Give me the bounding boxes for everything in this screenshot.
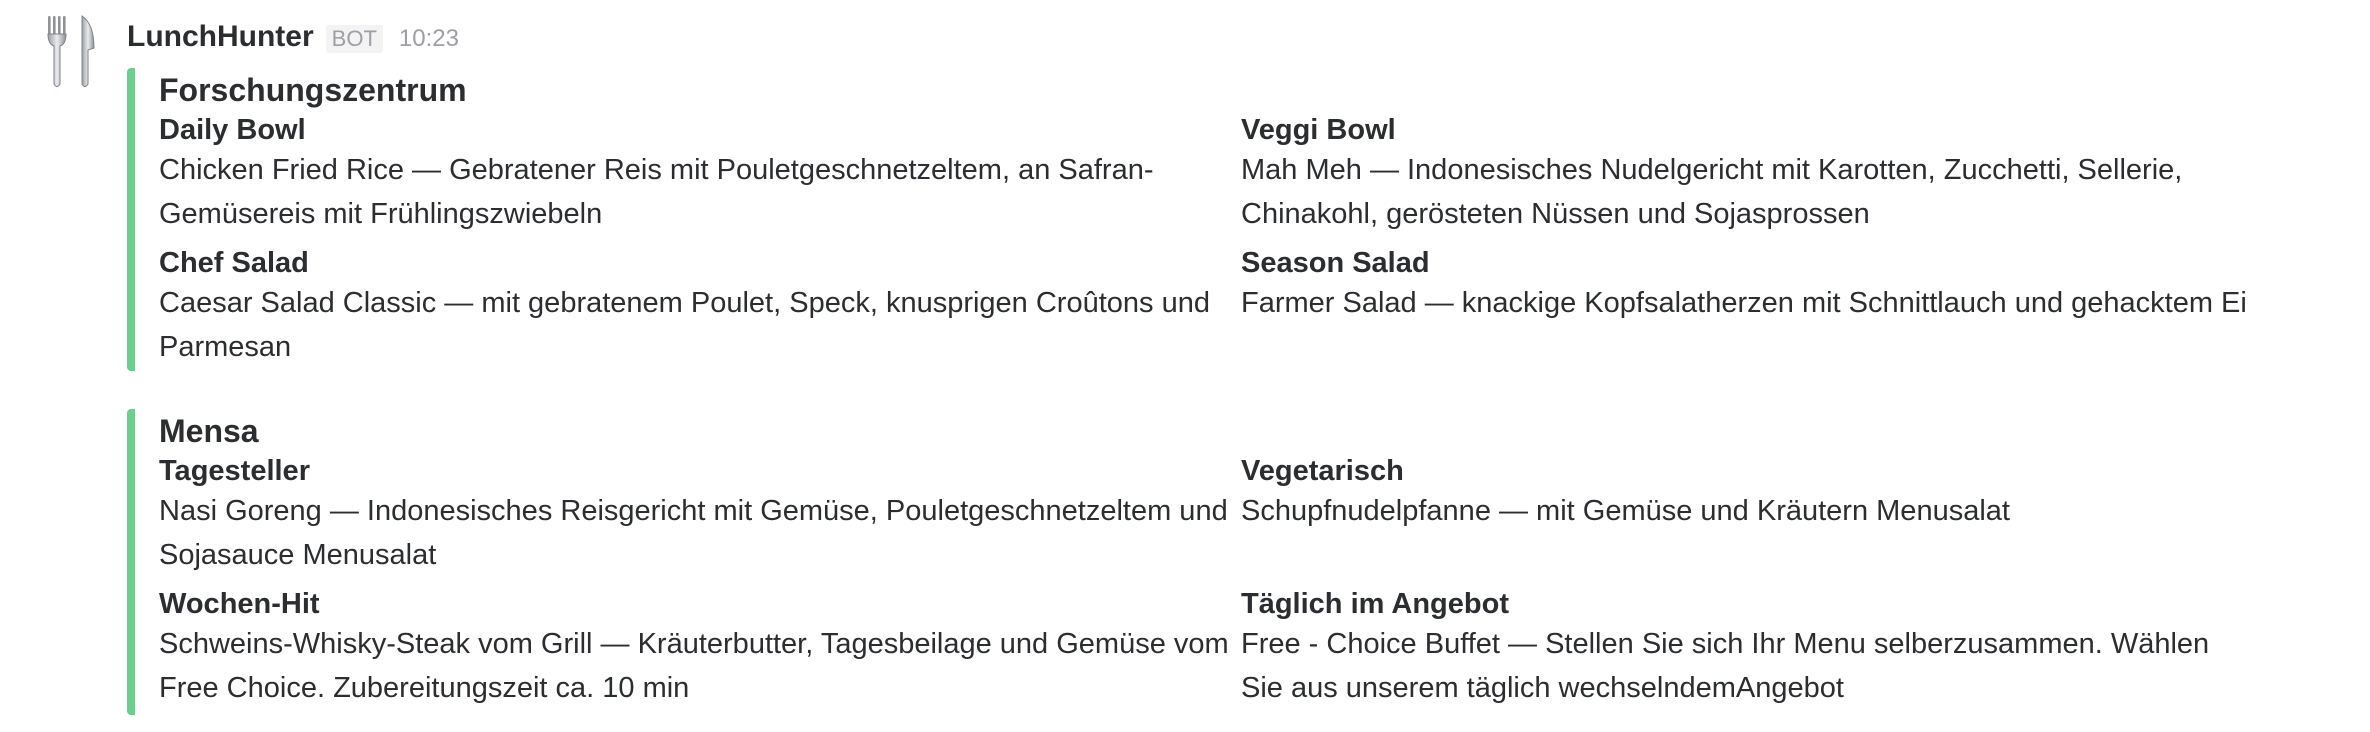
field-value: Farmer Salad — knackige Kopfsalatherzen mit Schnittlauch und gehacktem Ei bbox=[1241, 287, 2247, 319]
field bbox=[1241, 112, 2261, 236]
bot-badge: BOT bbox=[326, 25, 383, 53]
fork-knife-icon[interactable] bbox=[44, 14, 100, 90]
field bbox=[159, 586, 1241, 710]
field bbox=[1241, 586, 2261, 710]
attachment-title: Forschungszentrum bbox=[159, 72, 467, 108]
field-title: Tagesteller bbox=[159, 455, 310, 487]
field-value: Nasi Goreng — Indonesisches Reisgericht mit Gemüse, Pouletgeschnetzeltem und Sojasauce Menusalat bbox=[159, 495, 1228, 571]
field bbox=[159, 453, 1241, 577]
message-header bbox=[127, 20, 2330, 64]
message-content bbox=[127, 20, 2330, 715]
attachment-title: Mensa bbox=[159, 413, 259, 449]
field bbox=[1241, 453, 2261, 577]
attachment-fields bbox=[159, 112, 2330, 378]
attachment-forschungszentrum bbox=[127, 68, 2330, 371]
field-title: Wochen-Hit bbox=[159, 588, 320, 620]
field-title: Täglich im Angebot bbox=[1241, 588, 1509, 620]
field-title: Vegetarisch bbox=[1241, 455, 1404, 487]
field-title: Veggi Bowl bbox=[1241, 114, 1396, 146]
field-title: Daily Bowl bbox=[159, 114, 306, 146]
field-title: Chef Salad bbox=[159, 247, 309, 279]
sender-name[interactable]: LunchHunter bbox=[127, 20, 314, 53]
field-value: Free - Choice Buffet — Stellen Sie sich Ihr Menu selberzusammen. Wählen Sie aus unserem täglich wechselndemAngebot bbox=[1241, 628, 2210, 704]
field-value: Schupfnudelpfanne — mit Gemüse und Kräutern Menusalat bbox=[1241, 495, 2010, 527]
attachment-mensa bbox=[127, 409, 2330, 715]
field-title: Season Salad bbox=[1241, 247, 1430, 279]
field-value: Chicken Fried Rice — Gebratener Reis mit Pouletgeschnetzeltem, an Safran-Gemüsereis mit Frühlingszwiebeln bbox=[159, 154, 1154, 230]
attachment-fields bbox=[159, 453, 2330, 719]
field-value: Mah Meh — Indonesisches Nudelgericht mit Karotten, Zucchetti, Sellerie, Chinakohl, gerösteten Nüssen und Sojasprossen bbox=[1241, 154, 2183, 230]
field bbox=[1241, 245, 2261, 369]
timestamp[interactable]: 10:23 bbox=[398, 25, 459, 52]
field-value: Schweins-Whisky-Steak vom Grill — Kräuterbutter, Tagesbeilage und Gemüse vom Free Choice. Zubereitungszeit ca. 10 min bbox=[159, 628, 1229, 704]
field-value: Caesar Salad Classic — mit gebratenem Poulet, Speck, knusprigen Croûtons und Parmesan bbox=[159, 287, 1210, 363]
field bbox=[159, 245, 1241, 369]
field bbox=[159, 112, 1241, 236]
